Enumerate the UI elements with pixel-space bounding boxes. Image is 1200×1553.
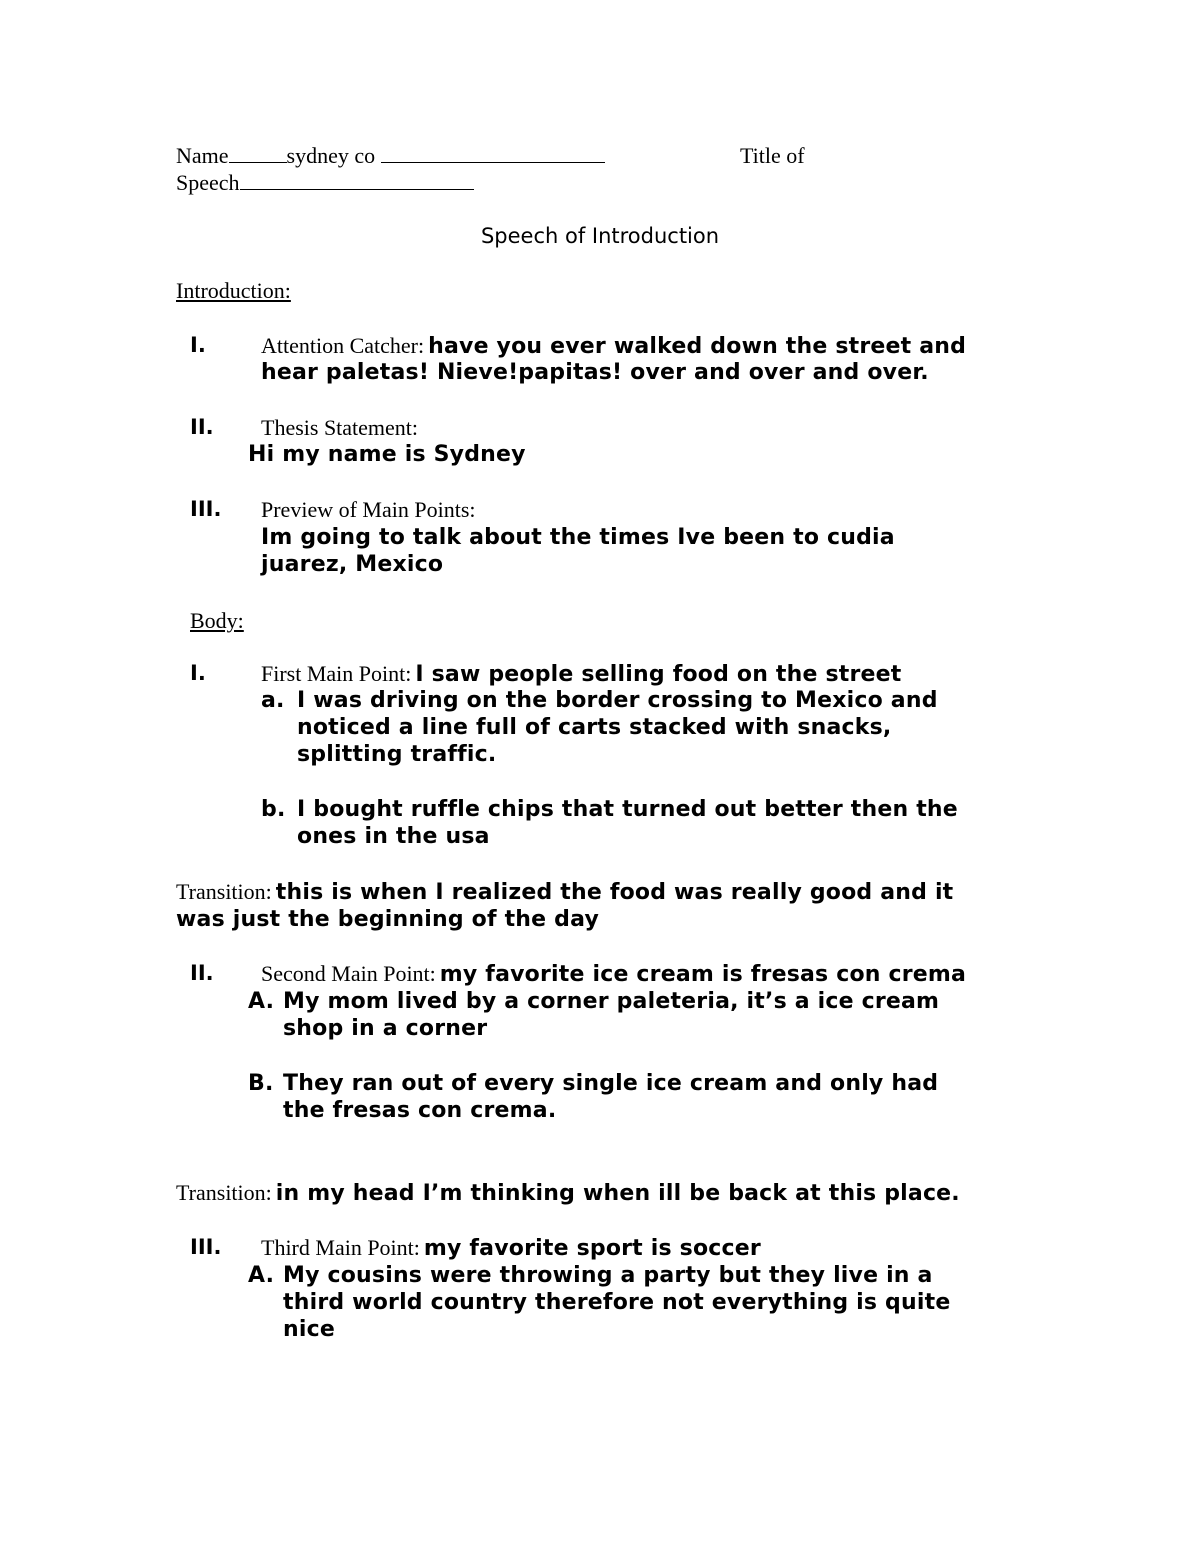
first-main-point-text: I saw people selling food on the street bbox=[415, 662, 902, 687]
sub-A-line-1: My mom lived by a corner paleteria, it’s a ice cream bbox=[283, 989, 940, 1014]
first-main-point bbox=[261, 660, 902, 690]
page-title: Speech of Introduction bbox=[480, 224, 720, 248]
thesis-text: Hi my name is Sydney bbox=[248, 442, 526, 467]
transition-2-text: in my head I’m thinking when ill be back at this place. bbox=[275, 1181, 960, 1206]
sub-B-line-1: They ran out of every single ice cream and only had bbox=[283, 1071, 939, 1096]
sub-b-line-1: I bought ruffle chips that turned out better then the bbox=[297, 797, 958, 822]
body-numeral-1: I. bbox=[190, 661, 206, 685]
name-label: Name bbox=[176, 143, 229, 168]
sub-A3-line-1: My cousins were throwing a party but they live in a bbox=[283, 1263, 933, 1288]
title-of-label: Title of bbox=[740, 143, 805, 168]
transition-1-label: Transition: bbox=[176, 879, 272, 904]
sub-a-line-2: noticed a line full of carts stacked with snacks, bbox=[297, 715, 892, 740]
sub-B-line-2: the fresas con crema. bbox=[283, 1098, 557, 1123]
transition-1 bbox=[176, 878, 953, 908]
attention-catcher-label: Attention Catcher: bbox=[261, 333, 425, 358]
sub-marker-A: A. bbox=[248, 989, 275, 1014]
introduction-label: Introduction: bbox=[176, 278, 291, 303]
transition-1-text-1: this is when I realized the food was really good and it bbox=[275, 880, 954, 905]
speech-line bbox=[176, 169, 474, 196]
body-numeral-3: III. bbox=[190, 1235, 222, 1259]
speech-label: Speech bbox=[176, 170, 240, 195]
sub-A-line-2: shop in a corner bbox=[283, 1016, 488, 1041]
sub-marker-a: a. bbox=[261, 688, 285, 713]
sub-A3-line-2: third world country therefore not everything is quite bbox=[283, 1290, 951, 1315]
second-main-point-label: Second Main Point: bbox=[261, 961, 436, 986]
third-main-point-label: Third Main Point: bbox=[261, 1235, 420, 1260]
preview-text-2: juarez, Mexico bbox=[261, 552, 444, 577]
name-value: sydney co bbox=[286, 143, 376, 168]
speech-blank bbox=[240, 171, 474, 190]
intro-numeral-2: II. bbox=[190, 415, 214, 439]
sub-marker-B: B. bbox=[248, 1071, 274, 1096]
thesis-label: Thesis Statement: bbox=[261, 415, 419, 440]
transition-2 bbox=[176, 1179, 960, 1209]
first-main-point-label: First Main Point: bbox=[261, 661, 412, 686]
sub-marker-A-3: A. bbox=[248, 1263, 275, 1288]
intro-numeral-1: I. bbox=[190, 333, 206, 357]
third-main-point-text: my favorite sport is soccer bbox=[423, 1236, 761, 1261]
preview-text-1: Im going to talk about the times Ive been to cudia bbox=[261, 525, 895, 550]
sub-b-line-2: ones in the usa bbox=[297, 824, 490, 849]
body-numeral-2: II. bbox=[190, 961, 214, 985]
sub-A3-line-3: nice bbox=[283, 1317, 335, 1342]
attention-catcher-text-1: have you ever walked down the street and bbox=[428, 334, 967, 359]
name-line bbox=[176, 142, 605, 169]
preview-label: Preview of Main Points: bbox=[261, 497, 476, 522]
third-main-point bbox=[261, 1234, 761, 1264]
name-blank-tail bbox=[381, 144, 605, 163]
second-main-point-text: my favorite ice cream is fresas con crema bbox=[439, 962, 967, 987]
transition-2-label: Transition: bbox=[176, 1180, 272, 1205]
sub-a-line-3: splitting traffic. bbox=[297, 742, 497, 767]
attention-catcher bbox=[261, 332, 966, 362]
intro-numeral-3: III. bbox=[190, 497, 222, 521]
attention-catcher-text-2: hear paletas! Nieve!papitas! over and over and over. bbox=[261, 360, 929, 385]
body-label: Body: bbox=[190, 608, 244, 633]
sub-a-line-1: I was driving on the border crossing to Mexico and bbox=[297, 688, 938, 713]
second-main-point bbox=[261, 960, 966, 990]
name-blank bbox=[229, 144, 287, 163]
sub-marker-b: b. bbox=[261, 797, 286, 822]
transition-1-text-2: was just the beginning of the day bbox=[176, 907, 600, 932]
